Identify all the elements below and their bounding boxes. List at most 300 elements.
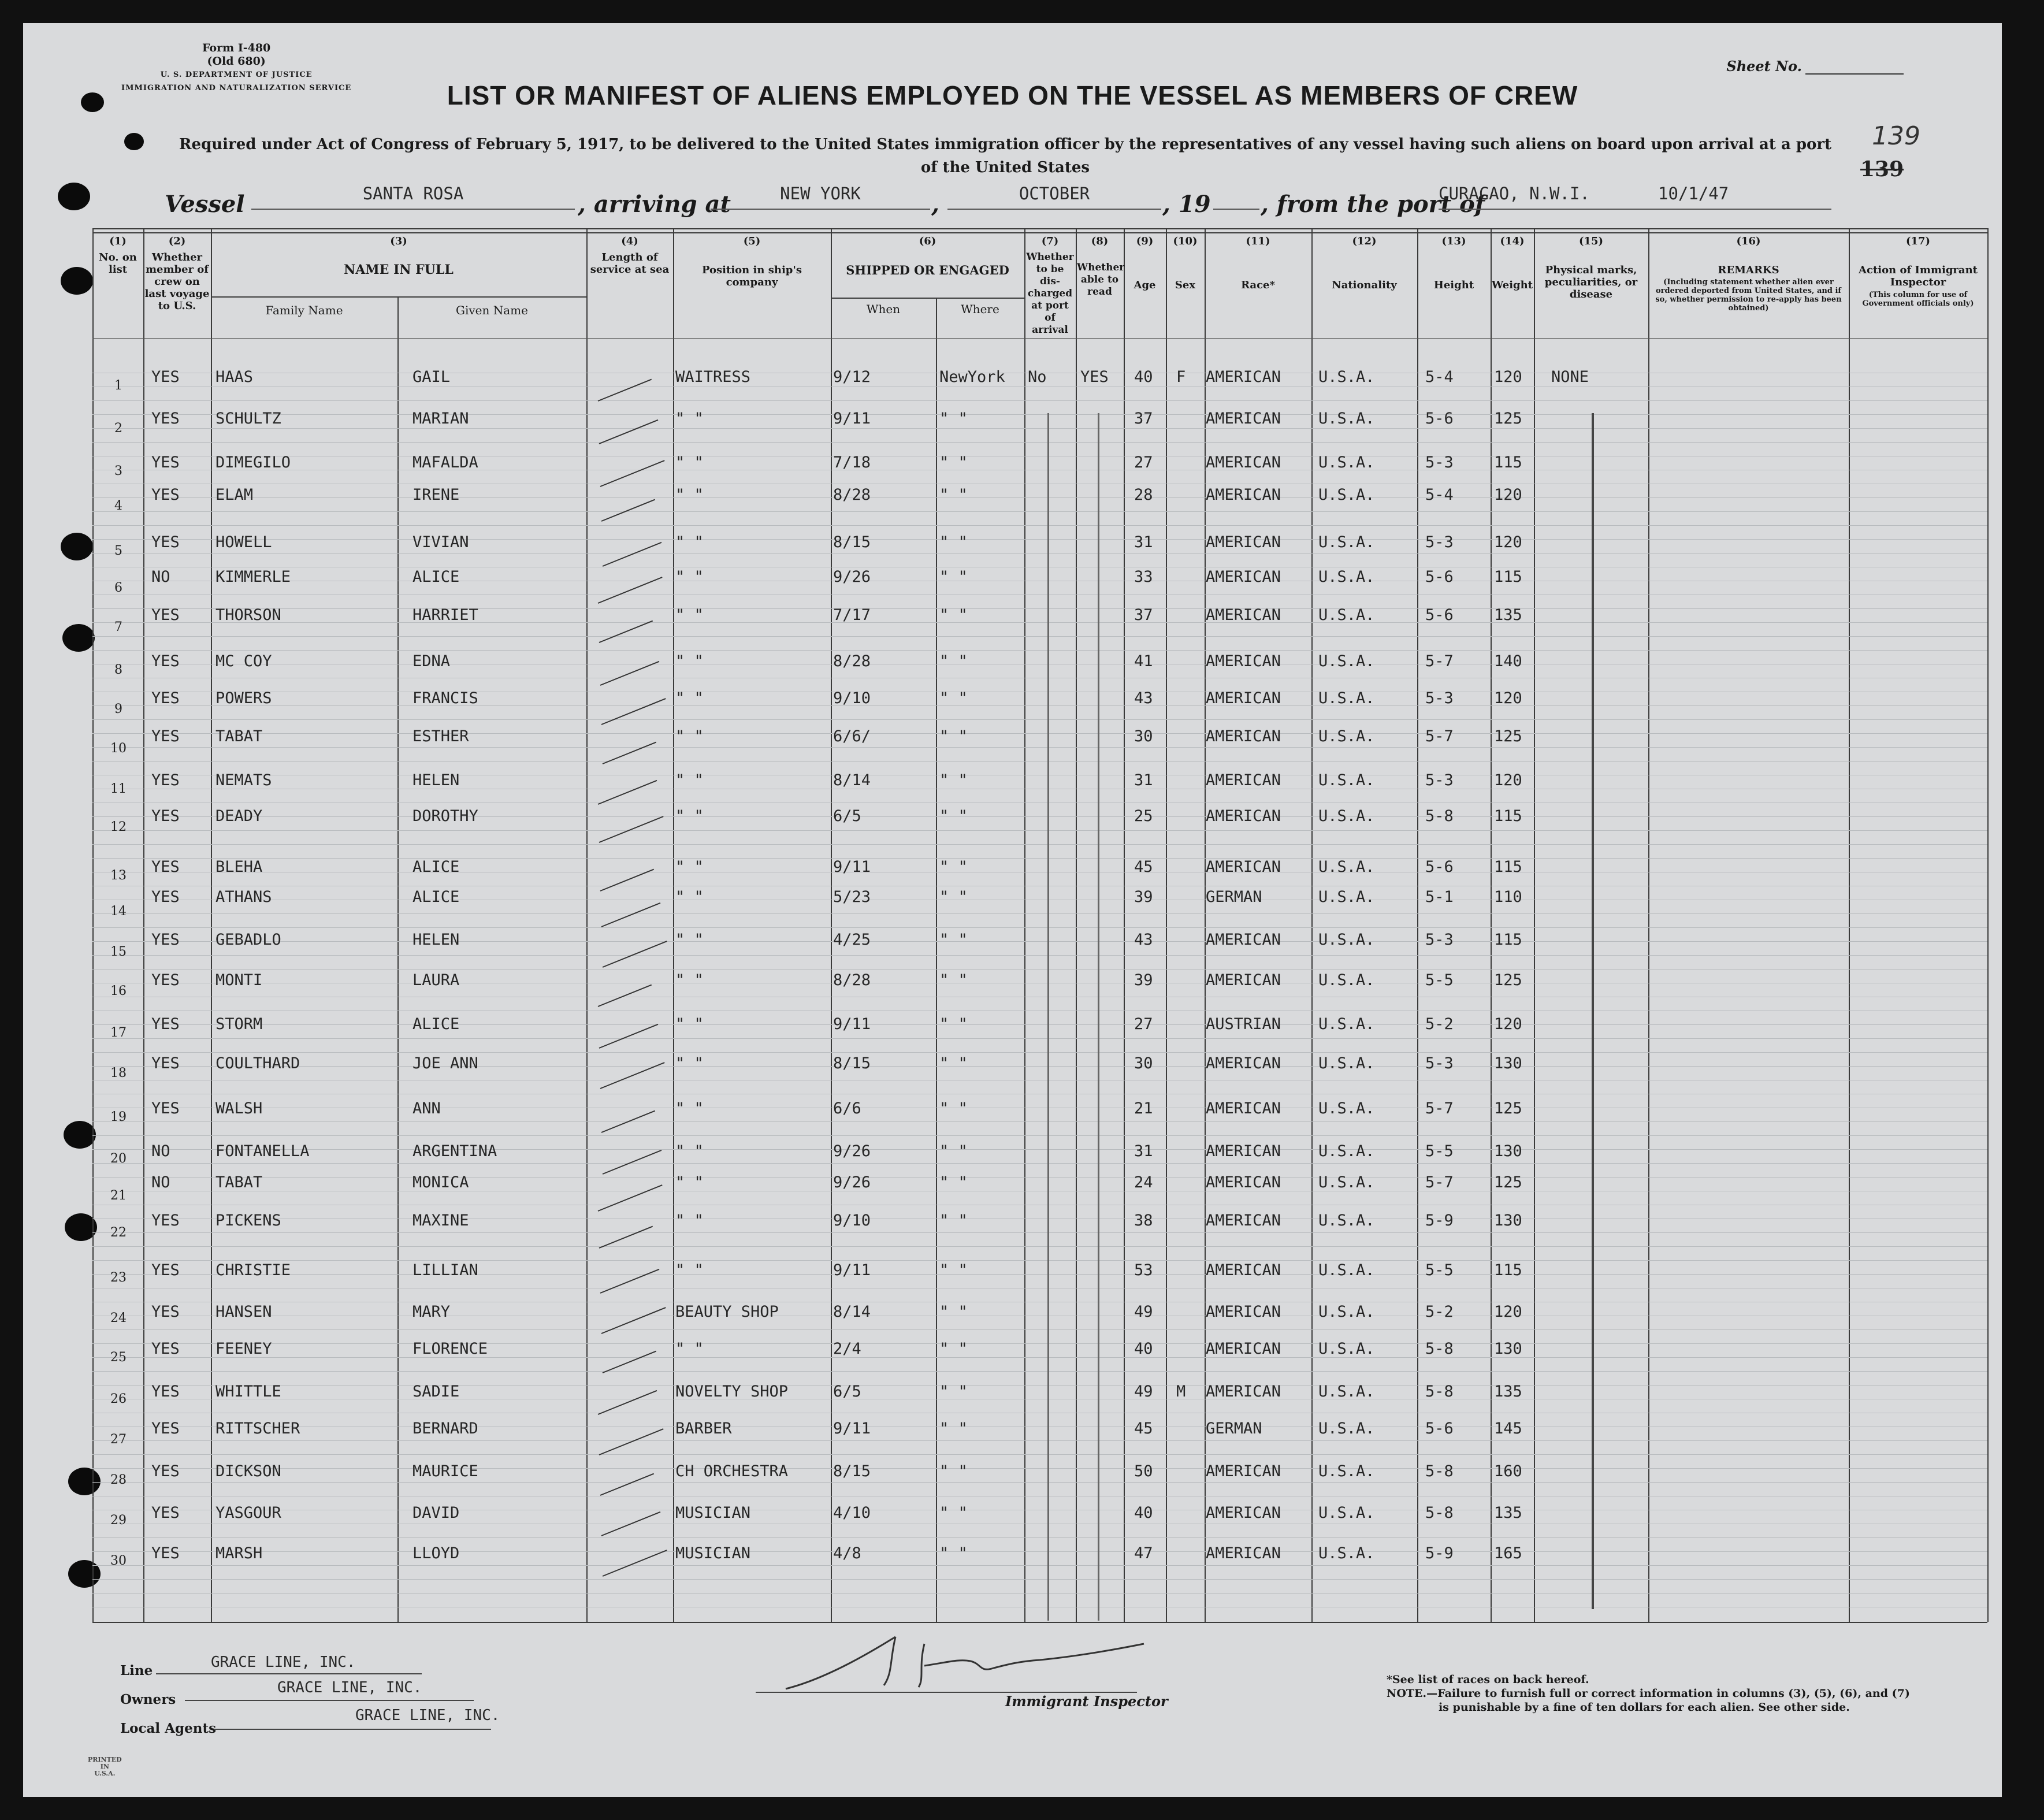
age: 40 [1134,1340,1153,1358]
ship-position: " " [675,486,704,504]
age: 31 [1134,533,1153,551]
age: 24 [1134,1173,1153,1191]
ruling-line [92,414,1987,415]
where-header: Where [961,302,999,316]
weight: 115 [1494,1261,1522,1279]
weight: 120 [1494,1015,1522,1033]
row-number: 14 [110,904,127,919]
page-title: LIST OR MANIFEST OF ALIENS EMPLOYED ON THE VESSEL AS MEMBERS OF CREW [447,80,1578,110]
row-number: 26 [110,1392,127,1406]
printed-mark-line: PRINTED [88,1756,122,1763]
owners-underline [185,1700,474,1701]
row-number: 25 [110,1350,127,1365]
race: AMERICAN [1206,971,1281,989]
service-length-mark [599,621,653,643]
ruling-line [92,1357,1987,1358]
height: 5-3 [1425,931,1454,949]
sex: M [1176,1383,1186,1401]
crew-last-voyage: YES [151,410,180,428]
weight: 130 [1494,1340,1522,1358]
manifest-sheet [23,23,2002,1797]
service-length-mark [598,1184,663,1212]
race: AMERICAN [1206,1462,1281,1480]
column-header: NAME IN FULL [344,262,454,277]
ship-position: " " [675,888,704,906]
weight: 125 [1494,1100,1522,1117]
ship-position: " " [675,971,704,989]
height: 5-8 [1425,1462,1454,1480]
given-name: MAXINE [412,1212,469,1230]
penalty-note: NOTE.—Failure to furnish full or correct information in columns (3), (5), (6), and (7) [1387,1687,1910,1700]
service-length-mark [600,661,660,686]
column-header: Age [1134,279,1156,291]
row-number: 17 [110,1026,127,1040]
family-name: THORSON [215,606,281,624]
arrival-month: OCTOBER [947,182,1161,210]
race: AMERICAN [1206,606,1281,624]
nationality: U.S.A. [1318,1261,1375,1279]
service-length-mark [603,1550,667,1577]
height: 5-7 [1425,1100,1454,1117]
shipped-when: 9/11 [833,410,871,428]
given-name: FLORENCE [412,1340,488,1358]
row-number: 24 [110,1311,127,1325]
height: 5-5 [1425,1142,1454,1160]
row-number: 6 [114,581,122,595]
crew-last-voyage: YES [151,1100,180,1117]
shipped-when: 8/15 [833,1054,871,1072]
inspector-signature [751,1621,1155,1702]
ruling-line [92,553,1987,554]
ruling-line [92,525,1987,526]
column-header: Height [1433,279,1474,291]
ship-position: " " [675,931,704,949]
when-header: When [866,302,901,316]
ruling-line [92,1232,1987,1233]
given-name: EDNA [412,652,451,670]
bullet-mark [124,133,144,150]
ditto-mark-marks [1592,413,1594,1609]
race: AMERICAN [1206,454,1281,471]
given-name: ALICE [412,888,460,906]
shipped-where: " " [939,568,968,586]
ship-position: " " [675,1142,704,1160]
ruling-line [92,733,1987,734]
line-value: GRACE LINE, INC. [211,1654,356,1671]
crew-last-voyage: YES [151,652,180,670]
crew-last-voyage: YES [151,486,180,504]
age: 47 [1134,1544,1153,1562]
shipped-where: " " [939,1212,968,1230]
ruling-line [92,608,1987,609]
shipped-when: 6/5 [833,807,861,825]
shipped-where: " " [939,533,968,551]
height: 5-2 [1425,1015,1454,1033]
column-header: SHIPPED OR ENGAGED [846,263,1009,277]
shipped-where: " " [939,652,968,670]
family-name: SCHULTZ [215,410,281,428]
nationality: U.S.A. [1318,1420,1375,1438]
crew-last-voyage: NO [151,1142,170,1160]
agents-label: Local Agents [120,1721,217,1736]
ruling-line [92,636,1987,637]
age: 39 [1134,971,1153,989]
shipped-when: 8/15 [833,1462,871,1480]
column-number: (8) [1091,235,1109,247]
race: AMERICAN [1206,410,1281,428]
owners-value: GRACE LINE, INC. [277,1679,422,1696]
age: 38 [1134,1212,1153,1230]
race: AMERICAN [1206,568,1281,586]
ruling-line [92,844,1987,845]
family-name: FONTANELLA [215,1142,310,1160]
ruling-line [92,927,1987,928]
ruling-line [92,913,1987,914]
given-name: SADIE [412,1383,460,1401]
column-number: (9) [1136,235,1154,247]
height: 5-8 [1425,807,1454,825]
ship-position: " " [675,1173,704,1191]
ship-position: " " [675,1015,704,1033]
shipped-where: " " [939,971,968,989]
ruling-line [92,1135,1987,1136]
ditto-mark-read [1098,413,1099,1621]
given-name: HELEN [412,931,460,949]
service-length-mark [599,1024,659,1049]
crew-last-voyage: NO [151,568,170,586]
department-name: U. S. DEPARTMENT OF JUSTICE [160,70,313,79]
height: 5-4 [1425,486,1454,504]
ruling-line [92,1482,1987,1483]
column-header: Position in ship's company [701,264,802,288]
nationality: U.S.A. [1318,1015,1375,1033]
ruling-line [92,442,1987,443]
race: AMERICAN [1206,858,1281,876]
shipped-when: 8/28 [833,652,871,670]
agents-underline [214,1729,491,1730]
shipped-where: " " [939,1173,968,1191]
column-number: (4) [621,235,638,247]
shipped-where: " " [939,689,968,707]
act-statement-line: Required under Act of Congress of February 5, 1917, to be delivered to the United States immigration officer by the representatives of any vessel having such aliens on board upon arrival at a port [179,136,1832,153]
ruling-line [92,830,1987,831]
crew-last-voyage: NO [151,1173,170,1191]
column-number: (5) [743,235,761,247]
column-header: Physical marks, peculiarities, or disease [1544,264,1638,300]
race: AMERICAN [1206,1383,1281,1401]
weight: 140 [1494,652,1522,670]
family-name: HANSEN [215,1303,272,1321]
ruling-line [92,1246,1987,1247]
crew-last-voyage: YES [151,454,180,471]
given-name: MAURICE [412,1462,478,1480]
nationality: U.S.A. [1318,454,1375,471]
age: 30 [1134,727,1153,745]
crew-last-voyage: YES [151,888,180,906]
ruling-line [92,1454,1987,1455]
crew-last-voyage: YES [151,1340,180,1358]
weight: 115 [1494,858,1522,876]
ruling-line [92,1371,1987,1372]
ship-position: BARBER [675,1420,732,1438]
shipped-when: 8/14 [833,771,871,789]
weight: 115 [1494,931,1522,949]
table-top-rule [92,228,1987,229]
ruling-line [92,511,1987,512]
race: AMERICAN [1206,1303,1281,1321]
weight: 165 [1494,1544,1522,1562]
crew-last-voyage: YES [151,1462,180,1480]
family-name: WHITTLE [215,1383,281,1401]
weight: 135 [1494,606,1522,624]
ruling-line [92,1537,1987,1538]
row-number: 21 [110,1188,127,1203]
ruling-line [92,539,1987,540]
age: 40 [1134,1504,1153,1522]
row-number: 10 [110,741,127,756]
year-label: , 19 [1162,191,1211,218]
race: AMERICAN [1206,1054,1281,1072]
service-length-mark [603,1150,662,1175]
ruling-line [92,1066,1987,1067]
row-number: 9 [114,702,122,716]
race: AMERICAN [1206,1340,1281,1358]
sheet-number-blank [1805,73,1904,75]
shipped-where: " " [939,1261,968,1279]
weight: 125 [1494,410,1522,428]
shipped-where: " " [939,454,968,471]
given-name: LILLIAN [412,1261,478,1279]
given-name: IRENE [412,486,460,504]
nationality: U.S.A. [1318,606,1375,624]
nationality: U.S.A. [1318,1383,1375,1401]
height: 5-6 [1425,1420,1454,1438]
height: 5-8 [1425,1504,1454,1522]
age: 28 [1134,486,1153,504]
shipped-where: " " [939,410,968,428]
family-name: YASGOUR [215,1504,281,1522]
form-number: Form I-480 [202,42,271,54]
row-number: 1 [114,378,122,393]
race: AMERICAN [1206,1100,1281,1117]
races-note: *See list of races on back hereof. [1387,1673,1589,1686]
shipped-where: " " [939,606,968,624]
column-number: (13) [1441,235,1466,247]
nationality: U.S.A. [1318,1303,1375,1321]
shipped-where: " " [939,727,968,745]
family-name: HOWELL [215,533,272,551]
service-name: IMMIGRATION AND NATURALIZATION SERVICE [121,84,352,92]
ship-position: " " [675,568,704,586]
ruling-line [92,1593,1987,1594]
family-name: BLEHA [215,858,263,876]
given-name: ESTHER [412,727,469,745]
ruling-line [92,1052,1987,1053]
nationality: U.S.A. [1318,727,1375,745]
column-number: (15) [1578,235,1604,247]
column-header: Whether to be dis-charged at port of arrival [1026,251,1074,336]
height: 5-6 [1425,410,1454,428]
service-length-mark [598,780,657,805]
ruling-line [92,705,1987,706]
given-name: ALICE [412,1015,460,1033]
column-header: Sex [1175,279,1196,291]
ruling-line [92,969,1987,970]
height: 5-4 [1425,368,1454,386]
column-header: Nationality [1332,279,1397,291]
family-name: NEMATS [215,771,272,789]
ruling-line [92,858,1987,859]
height: 5-7 [1425,1173,1454,1191]
crew-last-voyage: YES [151,1212,180,1230]
table-top-rule [92,232,1987,233]
crew-last-voyage: YES [151,1504,180,1522]
nationality: U.S.A. [1318,971,1375,989]
punch-hole [62,624,95,652]
weight: 145 [1494,1420,1522,1438]
weight: 120 [1494,771,1522,789]
vessel-label: Vessel [165,191,245,218]
race: AMERICAN [1206,1504,1281,1522]
shipped-when: 6/6 [833,1100,861,1117]
service-length-mark [600,1473,654,1496]
shipped-where: " " [939,1054,968,1072]
height: 5-3 [1425,1054,1454,1072]
height: 5-7 [1425,727,1454,745]
crew-last-voyage: YES [151,858,180,876]
height: 5-1 [1425,888,1454,906]
ship-position: WAITRESS [675,368,751,386]
weight: 130 [1494,1054,1522,1072]
line-underline [156,1673,422,1674]
given-name: LAURA [412,971,460,989]
ruling-line [92,1343,1987,1344]
pencil-page-number: 139 [1872,121,1920,151]
family-name: KIMMERLE [215,568,291,586]
column-header: Action of Immigrant Inspector [1859,264,1978,288]
race: AMERICAN [1206,1261,1281,1279]
ship-position: " " [675,1100,704,1117]
shipped-when: 9/12 [833,368,871,386]
arrival-port: NEW YORK [711,182,930,210]
weight: 120 [1494,368,1522,386]
crew-manifest-table [92,228,1987,1615]
age: 31 [1134,1142,1153,1160]
weight: 110 [1494,888,1522,906]
punch-hole [58,183,90,210]
race: AMERICAN [1206,533,1281,551]
ship-position: " " [675,727,704,745]
ruling-line [92,955,1987,956]
punch-hole [64,1121,96,1149]
row-number: 16 [110,984,127,998]
nationality: U.S.A. [1318,1544,1375,1562]
shipped-when: 9/11 [833,1420,871,1438]
ditto-mark-discharged [1047,413,1049,1621]
crossed-page-number: 139 [1860,157,1904,181]
column-number: (6) [919,235,936,247]
weight: 130 [1494,1212,1522,1230]
ruling-line [92,1149,1987,1150]
ship-position: " " [675,1261,704,1279]
crew-last-voyage: YES [151,931,180,949]
ruling-line [92,1038,1987,1039]
ship-position: " " [675,689,704,707]
ship-position: " " [675,1054,704,1072]
column-header: Weight [1492,279,1533,291]
row-number: 28 [110,1473,127,1487]
service-length-mark [601,499,655,522]
family-name: MONTI [215,971,263,989]
weight: 125 [1494,727,1522,745]
age: 43 [1134,931,1153,949]
age: 50 [1134,1462,1153,1480]
given-name: LLOYD [412,1544,460,1562]
shipped-where: " " [939,858,968,876]
height: 5-8 [1425,1383,1454,1401]
family-name: WALSH [215,1100,263,1117]
ship-position: " " [675,858,704,876]
nationality: U.S.A. [1318,1142,1375,1160]
age: 49 [1134,1303,1153,1321]
family-name: POWERS [215,689,272,707]
family-name: TABAT [215,1173,263,1191]
old-form-number: (Old 680) [207,55,266,68]
height: 5-7 [1425,652,1454,670]
shipped-where: " " [939,1544,968,1562]
shipped-where: " " [939,1142,968,1160]
weight: 120 [1494,689,1522,707]
shipped-when: 9/11 [833,1015,871,1033]
column-number: (12) [1352,235,1377,247]
height: 5-3 [1425,689,1454,707]
comma-separator: , [931,191,939,218]
service-length-mark [603,542,662,567]
shipped-when: 5/23 [833,888,871,906]
age: 49 [1134,1383,1153,1401]
service-length-mark [598,379,652,402]
height: 5-8 [1425,1340,1454,1358]
family-name: STORM [215,1015,263,1033]
nationality: U.S.A. [1318,1504,1375,1522]
age: 37 [1134,606,1153,624]
service-length-mark [600,460,665,487]
service-length-mark [601,698,666,725]
row-number: 29 [110,1513,127,1528]
height: 5-3 [1425,533,1454,551]
family-name: MC COY [215,652,272,670]
nationality: U.S.A. [1318,652,1375,670]
ship-position: " " [675,410,704,428]
nationality: U.S.A. [1318,1173,1375,1191]
age: 37 [1134,410,1153,428]
header-sub-rule [211,296,586,298]
crew-last-voyage: YES [151,727,180,745]
sheet-number [1726,58,1904,75]
given-name: MONICA [412,1173,469,1191]
height: 5-5 [1425,1261,1454,1279]
shipped-when: 8/15 [833,533,871,551]
weight: 120 [1494,486,1522,504]
sex: F [1176,368,1186,386]
column-number: (10) [1173,235,1198,247]
shipped-where: " " [939,931,968,949]
given-name: ALICE [412,858,460,876]
given-name: BERNARD [412,1420,478,1438]
age: 40 [1134,368,1153,386]
ruling-line [92,1121,1987,1122]
shipped-when: 4/25 [833,931,871,949]
